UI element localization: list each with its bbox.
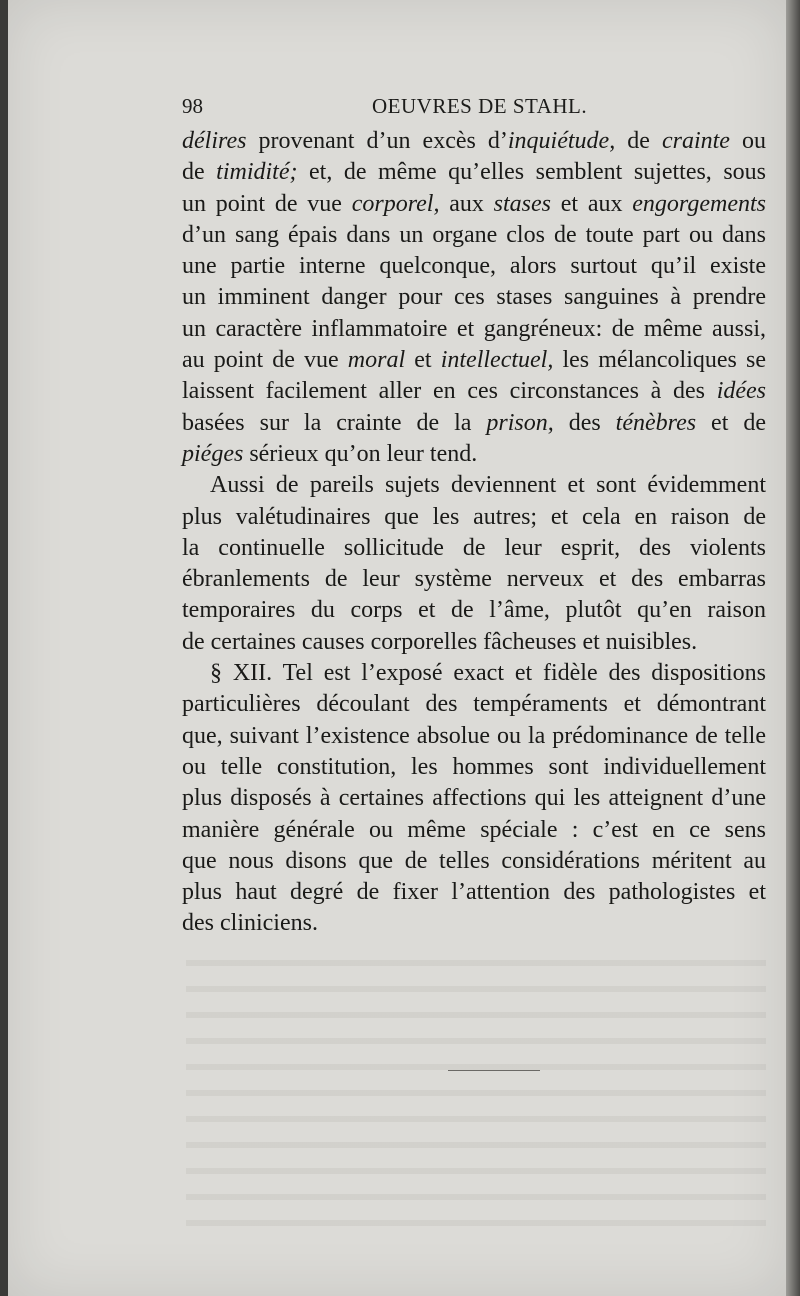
text-line: [182, 314, 766, 345]
text-run: ou telle constitution, les hommes sont individuellement: [182, 753, 766, 780]
text-line: [182, 877, 766, 908]
text-line: [182, 815, 766, 846]
text-run: provenant d’un excès d’: [246, 128, 508, 154]
italic-run: ténèbres: [615, 409, 697, 436]
text-run: manière générale ou même spéciale : c’est en ce sens: [182, 816, 766, 843]
text-run: Aussi de pareils sujets deviennent et sont évidemment: [210, 472, 766, 499]
text-line: [182, 564, 766, 595]
text-run: au point de vue: [182, 347, 348, 374]
running-title: OEUVRES DE STAHL.: [372, 94, 588, 118]
text-run: des: [553, 409, 616, 436]
text-run: ébranlements de leur système nerveux et des embarras: [182, 566, 766, 593]
text-run: et: [405, 347, 441, 374]
italic-run: délires: [182, 128, 247, 154]
text-line: [182, 220, 766, 251]
text-line: [182, 721, 766, 752]
italic-run: moral: [347, 347, 406, 374]
text-run: un imminent danger pour ces stases sanguines à prendre: [182, 284, 766, 311]
italic-run: intellectuel,: [440, 347, 554, 374]
italic-run: prison,: [486, 409, 554, 436]
italic-run: inquiétude,: [507, 128, 616, 154]
text-run: temporaires du corps et de l’âme, plutôt qu’en raison: [182, 597, 766, 624]
text-line: [182, 439, 766, 470]
text-run: un caractère inflammatoire et gangréneux: de même aussi,: [182, 315, 766, 342]
text-line: [182, 689, 766, 720]
text-line: [182, 470, 766, 501]
text-run: plus haut degré de fixer l’attention des pathologistes et: [182, 879, 766, 906]
text-run: d’un sang épais dans un organe clos de toute part ou dans: [182, 221, 766, 248]
text-line: [182, 157, 766, 188]
text-run: de: [615, 128, 662, 154]
text-line: [182, 533, 766, 564]
text-line: [182, 658, 766, 689]
italic-run: engorgements: [632, 190, 767, 217]
text-run: que nous disons que de telles considérations méritent au: [182, 847, 766, 874]
italic-run: crainte: [661, 128, 730, 154]
italic-run: piéges: [182, 440, 244, 467]
paragraph: [182, 658, 766, 940]
italic-run: idées: [716, 378, 766, 405]
paragraph: [182, 470, 766, 658]
text-line: [182, 251, 766, 282]
text-line: [182, 189, 766, 220]
text-line: [182, 126, 766, 157]
text-run: § XII. Tel est l’exposé exact et fidèle des dispositions: [210, 660, 766, 687]
text-run: que, suivant l’existence absolue ou la prédominance de telle: [182, 722, 766, 749]
text-line: [182, 595, 766, 626]
text-run: des cliniciens.: [182, 910, 318, 937]
text-line: [182, 376, 766, 407]
text-run: et aux: [551, 190, 633, 217]
italic-run: corporel,: [351, 190, 440, 217]
text-run: aux: [439, 190, 494, 217]
text-run: les mélancoliques se: [553, 347, 766, 374]
text-run: et de: [696, 409, 766, 436]
book-page: [8, 0, 786, 1296]
text-line: [182, 345, 766, 376]
text-line: [182, 752, 766, 783]
text-run: la continuelle sollicitude de leur esprit, des violents: [182, 534, 766, 561]
text-line: [182, 502, 766, 533]
text-line: [182, 282, 766, 313]
text-run: plus valétudinaires que les autres; et cela en raison de: [182, 503, 766, 530]
paragraph: [182, 126, 766, 470]
show-through-texture: [186, 940, 766, 1230]
text-run: et, de même qu’elles semblent sujettes, sous: [297, 159, 766, 186]
body-text: [182, 126, 766, 940]
text-line: [182, 783, 766, 814]
text-run: plus disposés à certaines affections qui les atteignent d’une: [182, 785, 766, 812]
text-line: [182, 908, 766, 939]
text-run: de certaines causes corporelles fâcheuses et nuisibles.: [182, 628, 698, 655]
text-run: sérieux qu’on leur tend.: [243, 440, 478, 467]
section-rule: [448, 1070, 540, 1071]
text-run: une partie interne quelconque, alors surtout qu’il existe: [182, 253, 766, 280]
page-edge-shadow: [786, 0, 800, 1296]
text-line: [182, 627, 766, 658]
italic-run: stases: [493, 190, 551, 217]
text-line: [182, 408, 766, 439]
page-header: [182, 94, 762, 124]
text-run: de: [182, 159, 217, 186]
page-number: 98: [182, 94, 203, 118]
text-run: particulières découlant des tempéraments et démontrant: [182, 691, 766, 718]
text-line: [182, 846, 766, 877]
text-run: basées sur la crainte de la: [182, 409, 487, 436]
italic-run: timidité;: [216, 159, 298, 186]
text-run: ou: [729, 128, 767, 154]
text-run: un point de vue: [182, 190, 352, 217]
text-run: laissent facilement aller en ces circonstances à des: [182, 378, 717, 405]
